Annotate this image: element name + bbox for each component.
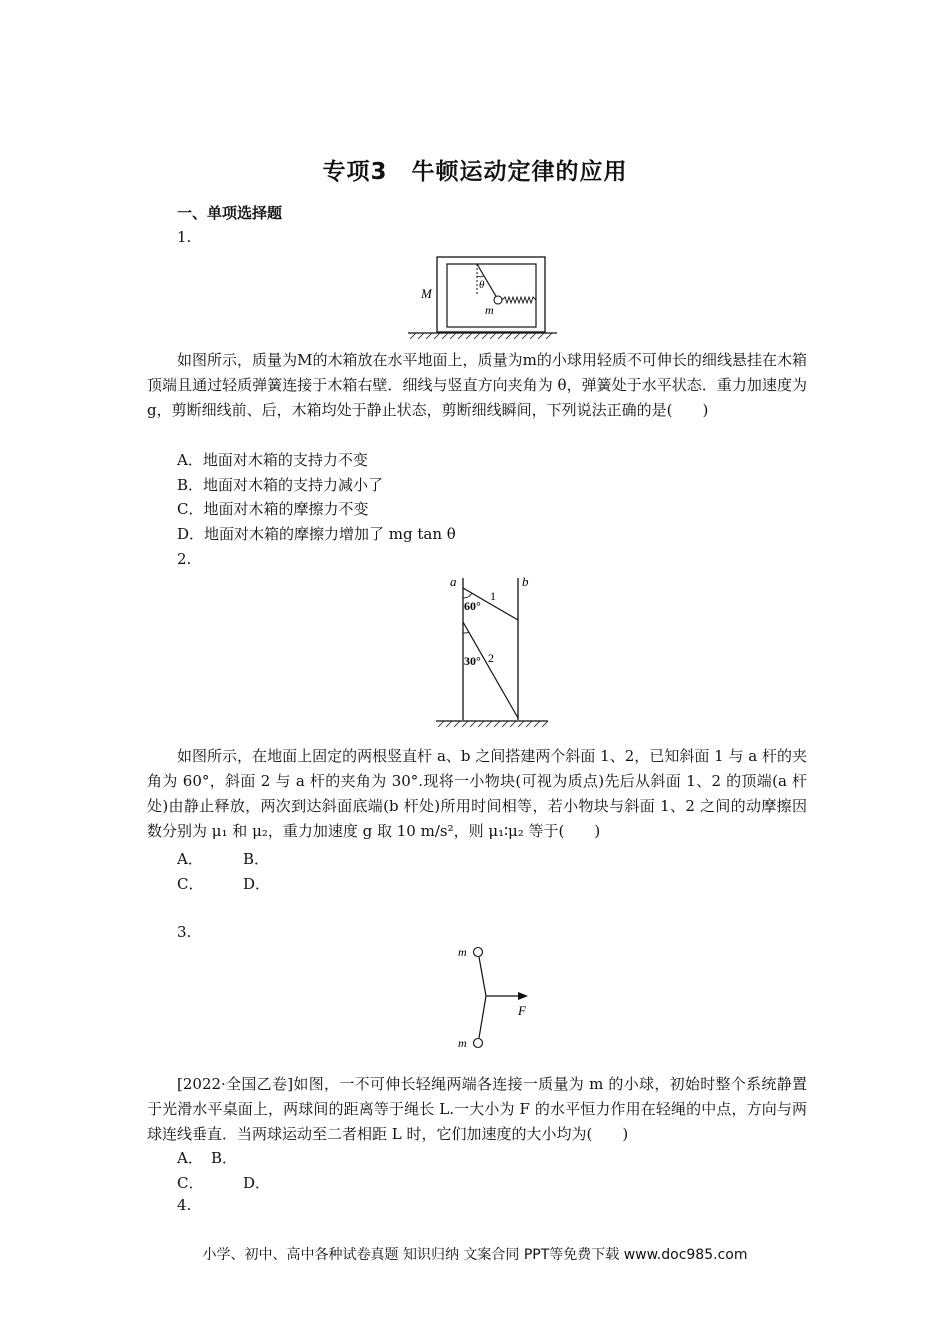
q1-option-d: D．地面对木箱的摩擦力增加了 mg tan θ [177, 525, 456, 543]
q3-option-b: B． [211, 1149, 238, 1167]
label-m: m [485, 303, 494, 317]
q2-option-b: B． [243, 850, 270, 868]
label-b: b [522, 574, 529, 589]
ball-bottom [474, 1039, 483, 1048]
box-inner-wall [447, 264, 536, 327]
label-a: a [450, 574, 457, 589]
question-1-number: 1. [177, 228, 192, 246]
spring [502, 297, 536, 303]
q2-options-row-1 [177, 848, 269, 869]
q3-option-a: A． [177, 1149, 203, 1167]
label-M: M [421, 286, 432, 301]
q3-option-d: D． [243, 1174, 271, 1192]
q2-options-row-2 [177, 873, 270, 894]
ball-top [474, 948, 483, 957]
q2-figure-inclines [430, 570, 555, 735]
q1-figure-box-pendulum [405, 252, 560, 340]
q3-options-row-1 [177, 1147, 237, 1168]
q1-option-b: B．地面对木箱的支持力减小了 [177, 476, 384, 494]
section-heading: 一、单项选择题 [177, 204, 283, 222]
rope-upper [479, 957, 486, 996]
angle-arc-2 [463, 632, 469, 633]
q2-option-d: D． [243, 875, 271, 893]
q1-option-a: A．地面对木箱的支持力不变 [177, 451, 368, 469]
angle-arc-1 [463, 593, 472, 598]
question-2-number: 2. [177, 550, 192, 568]
question-3-number: 3. [177, 923, 192, 941]
label-F: F [518, 1003, 526, 1018]
q3-figure-rope-balls [452, 940, 537, 1055]
q3-options-row-2 [177, 1172, 270, 1193]
label-incline-1: 1 [490, 589, 496, 603]
label-angle-30: 30° [464, 654, 481, 668]
q1-option-c: C．地面对木箱的摩擦力不变 [177, 500, 369, 518]
page-title: 专项3 牛顿运动定律的应用 [322, 159, 628, 185]
force-arrow-head [518, 992, 528, 1000]
question-1-text: 如图所示，质量为M的木箱放在水平地面上，质量为m的小球用轻质不可伸长的细线悬挂在木箱顶端且通过轻质弹簧连接于木箱右壁．细线与竖直方向夹角为 θ，弹簧处于水平状态．重力加速度为g，剪断细线前、后，木箱均处于静止状态，剪断细线瞬间，下列说法正确的是( ) [147, 351, 807, 419]
label-m-top: m [458, 945, 467, 959]
question-3-text: [2022·全国乙卷]如图，一不可伸长轻绳两端各连接一质量为 m 的小球，初始时整个系统静置于光滑水平桌面上，两球间的距离等于绳长 L.一大小为 F 的水平恒力作用在轻绳的中点，方向与两球连线垂直．当两球运动至二者相距 L 时，它们加速度的大小均为( ) [147, 1075, 807, 1143]
footer-text: 小学、初中、高中各种试卷真题 知识归纳 文案合同 PPT等免费下载 www.doc985.com [202, 1247, 748, 1263]
ground-hatch [438, 721, 548, 727]
question-2-text: 如图所示，在地面上固定的两根竖直杆 a、b 之间搭建两个斜面 1、2，已知斜面 1 与 a 杆的夹角为 60°，斜面 2 与 a 杆的夹角为 30°.现将一小物块(可视为质点)先后从斜面 1、2 的顶端(a 杆处)由静止释放，两次到达斜面底端(b 杆处)所用时间相等，若小物块与斜面 1、2 之间的动摩擦因数分别为 μ₁ 和 μ₂，重力加速度 g 取 10 m/s²，则 μ₁∶μ₂ 等于( ) [147, 747, 807, 840]
q2-option-a: A． [177, 850, 203, 868]
q2-option-c: C． [177, 875, 204, 893]
question-4-number: 4. [177, 1196, 192, 1214]
label-theta: θ [479, 279, 485, 291]
incline-2 [463, 622, 518, 718]
label-m-bottom: m [458, 1036, 467, 1050]
rope-lower [479, 996, 486, 1038]
box-outer-wall [437, 257, 545, 332]
label-angle-60: 60° [464, 599, 481, 613]
ground-hatch [410, 333, 552, 339]
q3-option-c: C． [177, 1174, 204, 1192]
ball-m [494, 296, 502, 304]
label-incline-2: 2 [488, 651, 494, 665]
